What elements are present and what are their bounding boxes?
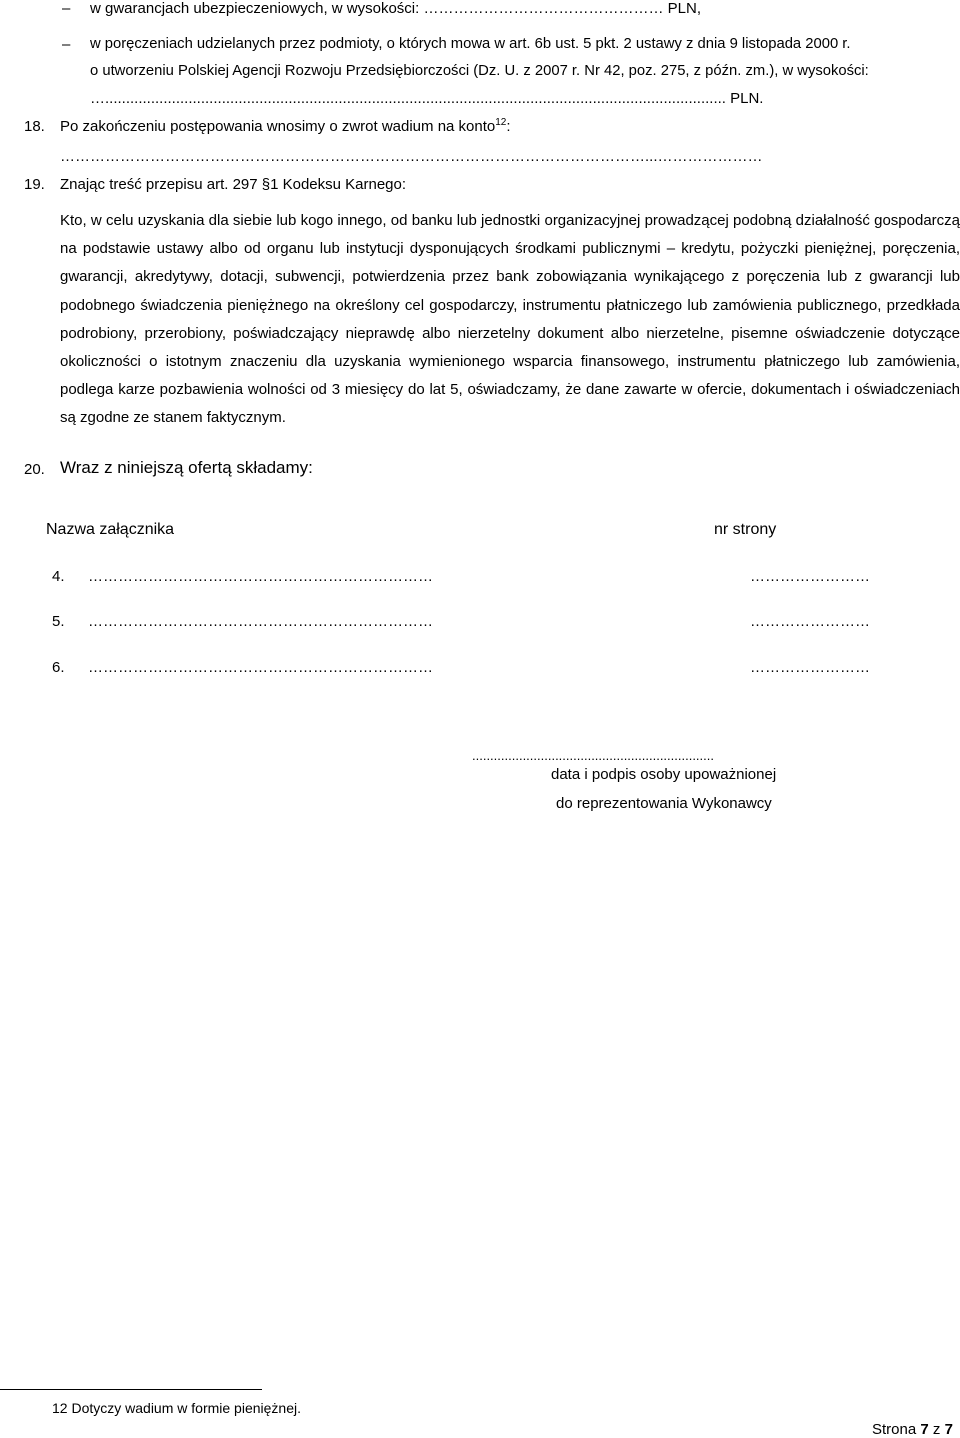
attachment-page-dots: …………………… <box>750 659 870 676</box>
signature-dots: ................................................................... <box>472 748 714 763</box>
attachment-page-dots: …………………… <box>750 568 870 585</box>
signature-caption-2: do reprezentowania Wykonawcy <box>556 795 772 812</box>
page-total: 7 <box>944 1421 953 1438</box>
surety-line-2: o utworzeniu Polskiej Agencji Rozwoju Przedsiębiorczości (Dz. U. z 2007 r. Nr 42, poz. 275, z późn. zm.), w wysokości: <box>90 63 869 79</box>
item-18-label: Po zakończeniu postępowania wnosimy o zwrot wadium na konto <box>60 118 496 135</box>
attachment-number: 6. <box>52 659 65 676</box>
item-20-text: Wraz z niniejszą ofertą składamy: <box>60 458 313 477</box>
footnote-ref: 12 <box>495 117 507 128</box>
attachment-name-header: Nazwa załącznika <box>46 521 175 538</box>
attachment-page-dots: …………………… <box>750 613 870 630</box>
signature-caption-1: data i podpis osoby upoważnionej <box>551 766 777 783</box>
page-number-header: nr strony <box>714 521 777 538</box>
attachment-name-dots: …………………………………………………………… <box>88 659 433 676</box>
item-18-colon: : <box>506 118 511 135</box>
attachment-name-dots: …………………………………………………………… <box>88 568 433 585</box>
surety-line-3: …..................................................................................................................................................... PLN. <box>90 90 764 107</box>
item-18-text <box>60 118 511 135</box>
item-19-title: Znając treść przepisu art. 297 §1 Kodeksu Karnego: <box>60 176 407 193</box>
account-dots: ………………………………………………………………………………………………………...………………… <box>60 148 763 165</box>
penal-code-paragraph: Kto, w celu uzyskania dla siebie lub kogo innego, od banku lub jednostki organizacyjnej prowadzącej podobną działalność gospodarczą na podstawie ustawy albo od organu lub instytucji dysponujących środkami publicznymi – kredytu, pożyczki pieniężnej, poręczenia, gwarancji, akredytywy, dotacji, subwencji, potwierdzenia przez bank zobowiązania wynikającego z poręczenia lub z gwarancji lub podobnego świadczenia pieniężnego na określony cel gospodarczy, instrumentu płatniczego lub zamówienia publicznego, przedkłada podrobiony, przerobiony, poświadczający nieprawdę albo nierzetelny dokument albo nierzetelne, pisemne oświadczenie dotyczące okoliczności o istotnym znaczeniu dla uzyskania wymienionego wsparcia finansowego, instrumentu płatniczego lub zamówienia, podlega karze pozbawienia wolności od 3 miesięcy do lat 5, oświadczamy, że dane zawarte w ofercie, dokumentach i oświadczeniach są zgodne ze stanem faktycznym. <box>60 212 960 427</box>
page-prefix: Strona <box>872 1421 921 1438</box>
item-number-18: 18. <box>24 118 45 135</box>
guarantee-line: w gwarancjach ubezpieczeniowych, w wysokości: ………………………………………… PLN, <box>90 0 701 17</box>
list-dash: – <box>62 0 71 17</box>
attachment-number: 5. <box>52 613 65 630</box>
page-number <box>872 1421 953 1438</box>
attachment-number: 4. <box>52 568 65 585</box>
footnote-separator <box>0 1389 262 1390</box>
page-separator: z <box>928 1421 945 1438</box>
attachment-name-dots: …………………………………………………………… <box>88 613 433 630</box>
page-current: 7 <box>920 1421 929 1438</box>
item-number-20: 20. <box>24 461 45 478</box>
surety-line-1: w poręczeniach udzielanych przez podmioty, o których mowa w art. 6b ust. 5 pkt. 2 ustawy z dnia 9 listopada 2000 r. <box>90 36 851 52</box>
list-dash: – <box>62 36 71 53</box>
footnote-text: 12 Dotyczy wadium w formie pieniężnej. <box>52 1400 301 1416</box>
item-number-19: 19. <box>24 176 45 193</box>
